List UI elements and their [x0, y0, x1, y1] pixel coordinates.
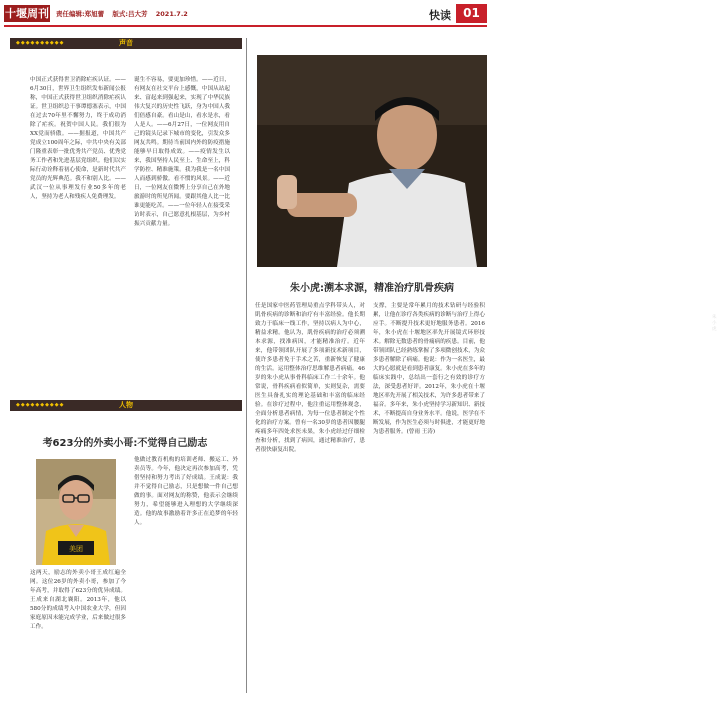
- masthead-rule: [4, 25, 487, 27]
- masthead-meta: [56, 9, 194, 18]
- section-bar-voices: [10, 38, 242, 49]
- feature-column-1: 任是国家中医药管理局重点学科带头人，对肌骨疾病的诊断和治疗有丰富经验。他长期致力于临床一线工作，坚持以病人为中心，精益求精。他认为，肌骨疾病的治疗必须溯本求源，找准病因，才能精准治疗。近年来，他带领团队开展了多项新技术新项目，使许多患者免于手术之苦，重新恢复了健康的生活。运用整体治疗思维解患者病痛。46岁的朱小虎从事骨科临床工作二十余年。他常说，骨科疾病看似简单，实则复杂，需要医生具备扎实的理论基础和丰富的临床经验。在诊疗过程中，他注重运用整体观念，全面分析患者病情，为每一位患者制定个性化的治疗方案。曾有一名30岁的患者因腰腿疼痛多年四处求医未果，朱小虎经过仔细检查和分析，找到了病因，通过精准治疗，患者很快康复出院。: [255, 303, 365, 453]
- doctor-illustration: [257, 55, 487, 267]
- voices-column-1: 中国正式获得世卫消除疟疾认证。——6月30日，世界卫生组织发布新闻公报称，中国正式获得世卫组织消除疟疾认证。世卫组织总干事谭德塞表示，中国在过去70年里不懈努力，终于成功消除了疟疾。祝贺中国人民。我们很为XX党而骄傲。——据报道，中国共产党成立100周年之际，中共中央有关部门隆重表彰一批优秀共产党员、优秀党务工作者和先进基层党组织。他们以实际行动诠释着初心使命，是新时代共产党员的光辉典范。我不和别人比。——武汉一位从事理发行业50多年的老人，坚持为老人和残疾人免费理发。: [30, 77, 126, 200]
- bar-decoration: ◆◆◆◆◆◆◆◆◆◆: [16, 402, 65, 408]
- section-title: 快读: [429, 9, 451, 22]
- feature-headline: 朱小虎:溯本求源，精准治疗肌骨疾病: [290, 283, 454, 294]
- svg-text:美团: 美团: [69, 545, 83, 553]
- profile-column-1: 这两天，励志的外卖小哥王成红遍全网。这位26岁的外卖小哥，参加了今年高考，并取得了623分的优异成绩。王成来自湖北襄阳。2013年，他以580分的成绩考入中国农业大学，但因家庭原因未能完成学业，后来做过很多工作。: [30, 570, 126, 630]
- issue-date: 2021.7.2: [155, 10, 188, 18]
- section-bar-profile: [10, 400, 242, 411]
- delivery-man-photo: [36, 459, 116, 565]
- feature-column-2: 支撑，主要是常年累月的技术钻研与经验积累，让他在诊疗各类疾病的诊断与治疗上得心应手。不断提升技术更好地服务患者。2016年，朱小虎在十堰地区率先开展镜式环形技术。解除无数患者的骨痛病的疾患。目前，他带领团队已经熟练掌握了多项微创技术，为众多患者解除了病痛。他说：作为一名医生，最大的心愿就是看到患者康复。朱小虎在多年的临床实践中，总结出一套行之有效的诊疗方法，深受患者好评。2012年，朱小虎在十堰地区率先开展了相关技术，为许多患者带来了福音。多年来，朱小虎坚持学习新知识、新技术，不断提高自身业务水平。他说，医学在不断发展，作为医生必须与时俱进，才能更好地为患者服务。(曾雨 王涛): [373, 303, 485, 435]
- designer-credit: 版式:吕大芳: [112, 10, 148, 18]
- profile-headline: 考623分的外卖小哥:不觉得自己励志: [42, 438, 208, 449]
- section-label-voices: 声音: [113, 38, 139, 49]
- photo-credit: 朱小虎: [712, 315, 717, 332]
- column-divider: [246, 38, 247, 693]
- masthead: [0, 0, 491, 30]
- bar-decoration: ◆◆◆◆◆◆◆◆◆◆: [16, 40, 65, 46]
- paper-logo: 十堰周刊: [5, 7, 49, 20]
- section-label-profile: 人物: [113, 400, 139, 411]
- voices-column-2: 诞生不容易，要更加珍惜。——近日，有网友在社交平台上感慨，中国从站起来、富起来到强起来，实现了中华民族伟大复兴的历史性飞跃，身为中国人我们倍感自豪。看山是山，看水是水，看人是人。——6月27日，一位网友用自己的镜头记录下城市的变化，引发众多网友共鸣。期待当前国内外的防疫措施能够早日取得成效。——疫情发生以来，我国坚持人民至上、生命至上，科学防控、精准施策。我为我是一名中国人而感到骄傲。看不惯的风景。——近日，一位网友在微博上分享自己在外地旅游时的所见所闻。要跟其他人比一比谁更能吃苦。——一位年轻人在接受采访时表示，自己愿意扎根基层，为乡村振兴贡献力量。: [134, 77, 230, 227]
- profile-column-2: 他做过教育机构的培训老师、搬运工、外卖员等。今年，他决定再次参加高考，凭借坚持和努力考出了好成绩。王成说：我并不觉得自己励志，只是想做一件自己想做的事。面对网友的称赞，他表示会继续努力，希望能够进入理想的大学继续深造。他的故事激励着许多正在追梦的年轻人。: [134, 457, 238, 526]
- page-number: 01: [456, 4, 487, 23]
- editor-credit: 责任编辑:郑旭蕾: [56, 10, 105, 18]
- delivery-man-illustration: [36, 459, 116, 565]
